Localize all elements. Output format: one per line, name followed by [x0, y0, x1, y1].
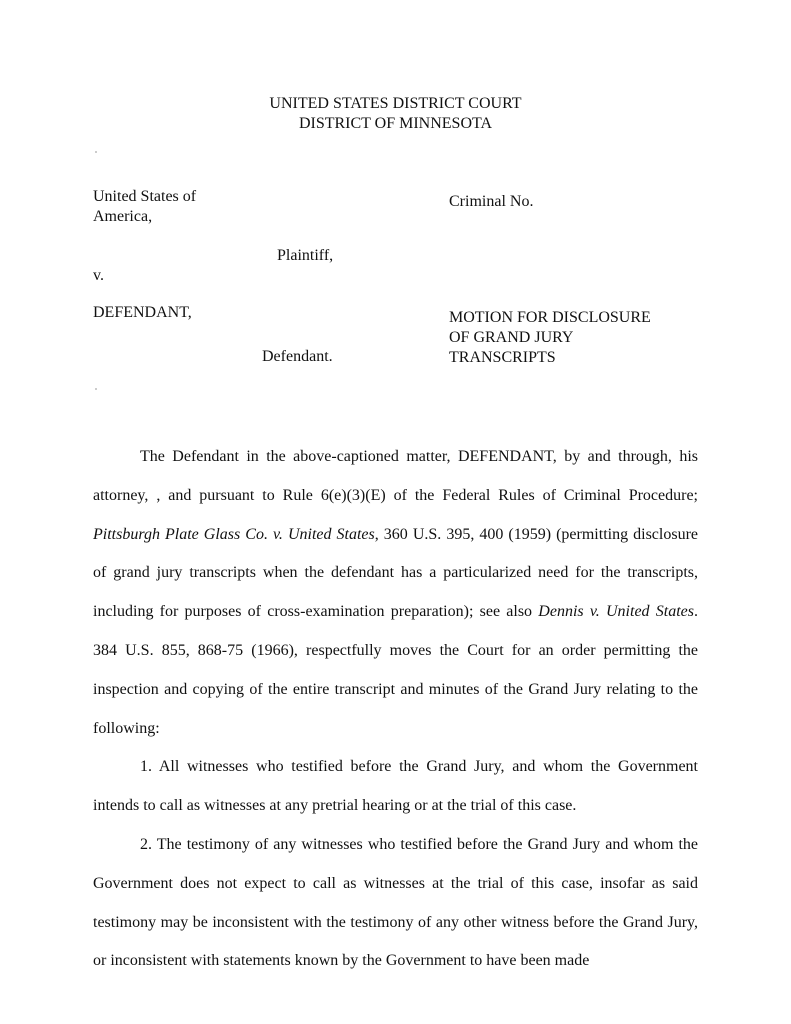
- defendant-name: DEFENDANT,: [93, 304, 192, 321]
- motion-title: MOTION FOR DISCLOSURE OF GRAND JURY TRANSCRIPTS: [449, 309, 651, 366]
- paragraph-item-2: 2. The testimony of any witnesses who testified before the Grand Jury and whom the Government does not expect to call as witnesses at the trial of this case, insofar as said testimony may be inconsistent with the testimony of any other witness before the Grand Jury, or inconsistent with statements known by the Government to have been made: [93, 835, 698, 970]
- plaintiff-role: Plaintiff,: [277, 247, 334, 264]
- paragraph-intro: The Defendant in the above-captioned matter, DEFENDANT, by and through, his attorney, , and pursuant to Rule 6(e)(3)(E) of the Federal Rules of Criminal Procedure; Pittsburgh Plate Glass Co. v. United States, 360 U.S. 395, 400 (1959) (permitting disclosure of grand jury transcripts when the defendant has a particularized need for the transcripts, including for purposes of cross-examination preparation); see also Dennis v. United States. 384 U.S. 855, 868-75 (1966), respectfully moves the Court for an order permitting the inspection and copying of the entire transcript and minutes of the Grand Jury relating to the following:: [93, 448, 698, 737]
- court-name: UNITED STATES DISTRICT COURT: [269, 95, 522, 112]
- motion-body: [93, 438, 698, 981]
- decorative-dot: [95, 151, 97, 153]
- court-district: DISTRICT OF MINNESOTA: [298, 115, 493, 132]
- court-header: [0, 94, 791, 134]
- plaintiff-name: United States of America,: [93, 188, 197, 225]
- decorative-dot: [95, 388, 97, 390]
- defendant-role: Defendant.: [262, 348, 333, 365]
- paragraph-item-1: 1. All witnesses who testified before the Grand Jury, and whom the Government intends to call as witnesses at any pretrial hearing or at the trial of this case.: [93, 758, 698, 815]
- case-citation: Pittsburgh Plate Glass Co. v. United States: [93, 525, 375, 543]
- case-citation: Dennis v. United States: [538, 603, 694, 621]
- criminal-number: Criminal No.: [449, 193, 534, 210]
- versus-label: v.: [93, 267, 104, 284]
